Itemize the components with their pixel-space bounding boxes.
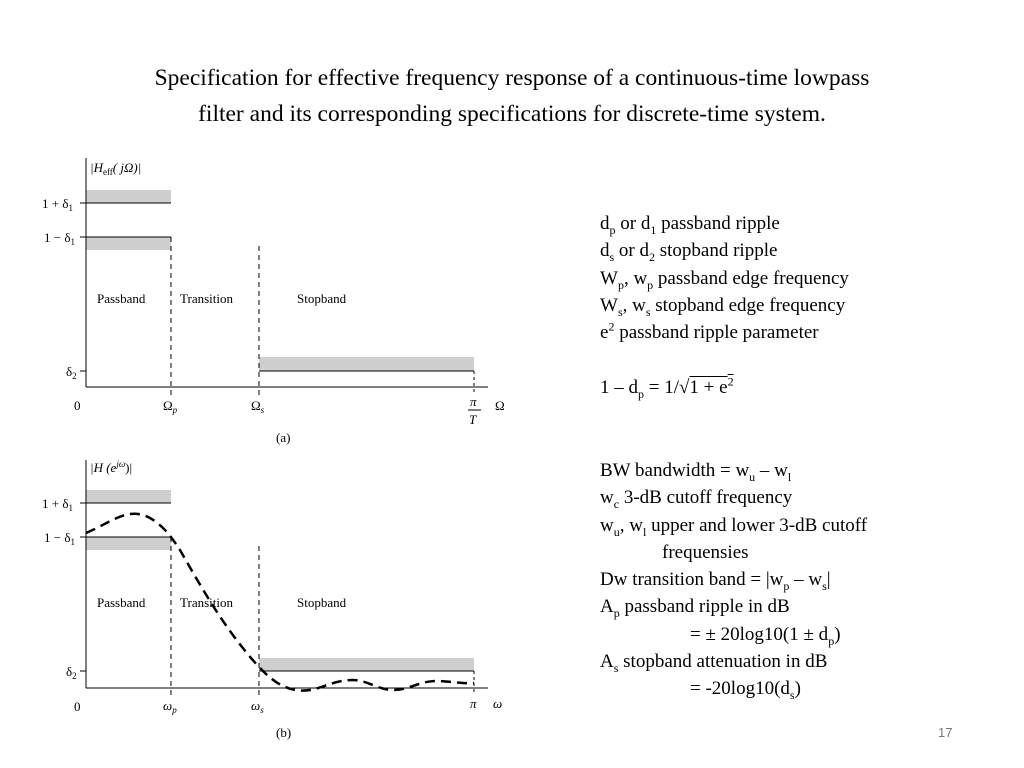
- notes-top: [600, 210, 849, 401]
- figure-a-x-axis-label: Ω: [495, 398, 505, 413]
- figure-a-y-label: $|H_{eff}$( jΩ)|: [90, 160, 142, 177]
- figure-b-passband-label: Passband: [97, 595, 146, 610]
- figure-a-pi-denominator: T: [469, 412, 477, 427]
- figure-a-transition-label: Transition: [180, 291, 233, 306]
- figure-a: [42, 158, 505, 445]
- title-line-1: Specification for effective frequency response of a continuous-time lowpass: [154, 65, 870, 91]
- figure-b-stopband-edge-tick: $\omega_s$: [251, 698, 264, 715]
- note-stopband-attenuation: $A_s$ stopband attenuation in dB: [600, 651, 828, 675]
- figure-b-upper-tolerance-label: $1 + \delta_1$: [42, 496, 73, 513]
- figure-b-y-label: |H $(e^{j\omega})|$: [90, 459, 133, 475]
- figure-a-stopband-edge-tick: $\Omega_s$: [251, 398, 265, 415]
- page-number: 17: [938, 725, 953, 740]
- figure-a-lower-tolerance-label: $1 - \delta_1$: [44, 230, 75, 247]
- figure-b-origin: 0: [74, 699, 81, 714]
- stopband-tolerance-band: [259, 357, 474, 371]
- note-passband-ripple: $d_p$ or $d_1$ passband ripple: [600, 213, 780, 237]
- note-cutoff: $w_c$ 3-dB cutoff frequency: [600, 487, 793, 512]
- note-stopband-attenuation-formula: = $-20\log 10(d_s)$: [690, 678, 801, 703]
- figure-b-stopband-label: Stopband: [297, 595, 347, 610]
- figure-a-caption: (a): [276, 430, 291, 445]
- figure-b-transition-label: Transition: [180, 595, 233, 610]
- figure-b-lower-tolerance-label: $1 - \delta_1$: [44, 530, 75, 547]
- figure-b-caption: (b): [276, 725, 292, 740]
- note-transition-band: Dw transition band = $|w_p - w_s|$: [600, 569, 831, 593]
- note-stopband-ripple: $d_s$ or $d_2$ stopband ripple: [600, 240, 778, 265]
- figure-a-pi-numerator: π: [470, 394, 477, 409]
- note-ripple-equation: $1 - d_p = 1/√1 + e^2$: [600, 374, 734, 401]
- note-upper-lower-cutoff: $w_u$, $w_l$ upper and lower 3-dB cutoff: [600, 514, 868, 539]
- figure-a-origin: 0: [74, 398, 81, 413]
- figure-b-x-axis-label: ω: [493, 696, 503, 711]
- note-passband-edge: $W_p$, $w_p$ passband edge frequency: [600, 267, 849, 292]
- note-passband-ripple-db: $A_p$ passband ripple in dB: [600, 596, 790, 621]
- title-line-2: filter and its corresponding specifications for discrete-time system.: [198, 101, 826, 127]
- stopband-tolerance-band-b: [259, 658, 474, 671]
- figure-a-passband-edge-tick: $\Omega_p$: [163, 398, 178, 415]
- note-ripple-parameter: $e^2$ passband ripple parameter: [600, 319, 819, 344]
- passband-upper-tolerance-band-b: [86, 490, 171, 503]
- figure-a-stopband-tolerance-label: $\delta_2$: [66, 364, 77, 381]
- passband-lower-tolerance-band: [86, 237, 171, 250]
- figure-b-stopband-tolerance-label: $\delta_2$: [66, 664, 77, 681]
- note-frequencies: frequensies: [662, 541, 749, 563]
- figure-b-pi-tick: π: [470, 696, 477, 711]
- passband-lower-tolerance-band-b: [86, 537, 171, 550]
- figure-a-passband-label: Passband: [97, 291, 146, 306]
- figure-a-upper-tolerance-label: $1 + \delta_1$: [42, 196, 73, 213]
- figure-a-stopband-label: Stopband: [297, 291, 347, 306]
- figure-b-passband-edge-tick: $\omega_p$: [163, 698, 177, 715]
- figure-b: [42, 459, 502, 740]
- note-passband-ripple-formula: = ± $20\log 10(1 \pm d_p)$: [690, 623, 841, 648]
- note-bandwidth: BW bandwidth = $w_u - w_l$: [600, 460, 792, 484]
- notes-bottom: [600, 457, 867, 703]
- passband-upper-tolerance-band: [86, 190, 171, 203]
- note-stopband-edge: $W_s$, $w_s$ stopband edge frequency: [600, 294, 846, 319]
